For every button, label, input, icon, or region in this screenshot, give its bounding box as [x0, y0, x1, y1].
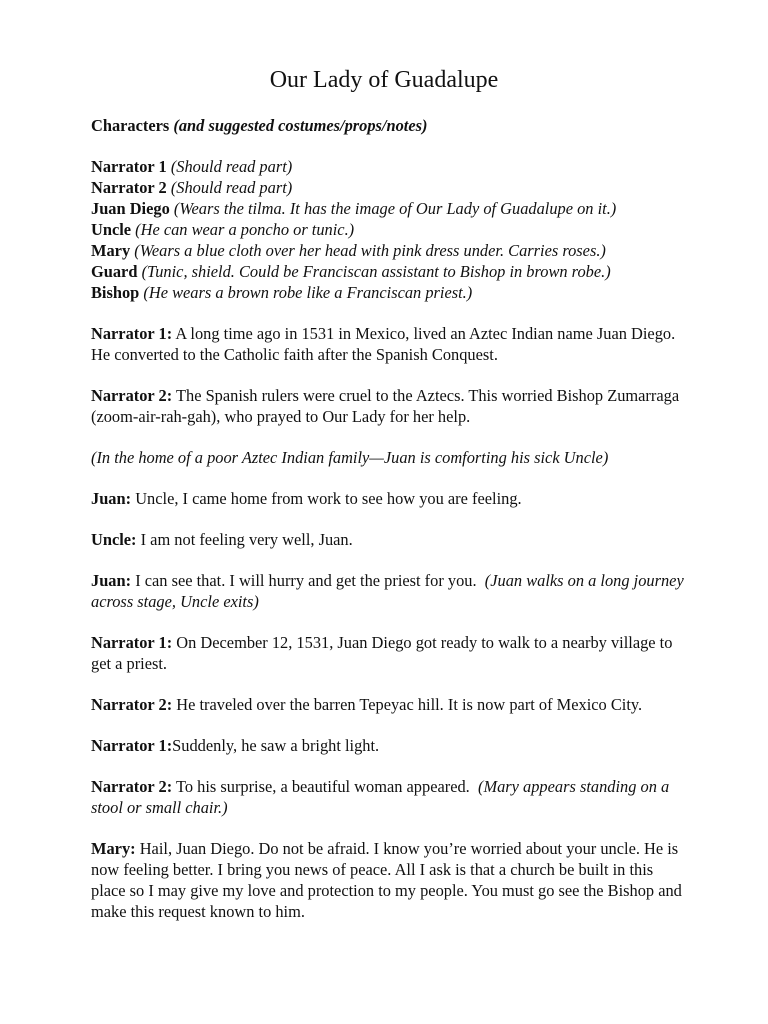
- speaker: Narrator 1:: [91, 324, 173, 343]
- dialogue: The Spanish rulers were cruel to the Aztecs. This worried Bishop Zumarraga (zoom-air-rah-gah), who prayed to Our Lady for her help.: [91, 386, 680, 426]
- character-name: Uncle: [91, 220, 132, 239]
- spacer: [91, 612, 691, 632]
- character-name: Bishop: [91, 283, 140, 302]
- character-name: Narrator 1: [91, 157, 167, 176]
- spacer: [91, 365, 691, 385]
- spacer: [91, 303, 691, 323]
- spacer: [91, 468, 691, 488]
- script-line: [91, 488, 691, 509]
- script-line: [91, 570, 691, 612]
- stage-direction: [91, 447, 691, 468]
- spacer: [91, 818, 691, 838]
- spacer: [91, 715, 691, 735]
- dialogue: Hail, Juan Diego. Do not be afraid. I know you’re worried about your uncle. He is now feeling better. I bring you news of peace. All I ask is that a church be built in this place so I may give my love and protection to my people. You must go see the Bishop and make this request known to him.: [91, 839, 682, 921]
- dialogue: To his surprise, a beautiful woman appeared.: [175, 777, 470, 796]
- dialogue: I am not feeling very well, Juan.: [140, 530, 353, 549]
- document-body: [91, 115, 691, 922]
- character-item: [91, 156, 691, 177]
- speaker: Juan:: [91, 571, 132, 590]
- character-name: Guard: [91, 262, 138, 281]
- characters-heading-label: Characters: [91, 116, 170, 135]
- script-line: [91, 529, 691, 550]
- speaker: Narrator 1:: [91, 736, 173, 755]
- script-line: [91, 385, 691, 427]
- script-line: [91, 735, 691, 756]
- character-note: (He wears a brown robe like a Franciscan priest.): [143, 283, 473, 302]
- character-list: [91, 156, 691, 303]
- spacer: [91, 756, 691, 776]
- character-name: Juan Diego: [91, 199, 170, 218]
- spacer: [91, 550, 691, 570]
- spacer: [91, 136, 691, 156]
- character-item: [91, 198, 691, 219]
- character-name: Narrator 2: [91, 178, 167, 197]
- speaker: Narrator 2:: [91, 386, 173, 405]
- speaker: Narrator 2:: [91, 777, 173, 796]
- character-note: (Wears a blue cloth over her head with pink dress under. Carries roses.): [134, 241, 606, 260]
- speaker: Mary:: [91, 839, 136, 858]
- characters-heading-note: (and suggested costumes/props/notes): [173, 116, 428, 135]
- direction-text: (In the home of a poor Aztec Indian family—Juan is comforting his sick Uncle): [91, 448, 609, 467]
- direction-text: (Juan walks on a long journey across stage, Uncle exits): [91, 571, 684, 611]
- spacer: [91, 509, 691, 529]
- speaker: Juan:: [91, 489, 132, 508]
- dialogue: He traveled over the barren Tepeyac hill. It is now part of Mexico City.: [176, 695, 643, 714]
- character-note: (Tunic, shield. Could be Franciscan assistant to Bishop in brown robe.): [141, 262, 611, 281]
- dialogue: I can see that. I will hurry and get the priest for you.: [135, 571, 477, 590]
- dialogue: Uncle, I came home from work to see how you are feeling.: [135, 489, 522, 508]
- script-line: [91, 694, 691, 715]
- document-title: Our Lady of Guadalupe: [269, 67, 499, 93]
- script-line: [91, 323, 691, 365]
- character-item: [91, 282, 691, 303]
- speaker: Narrator 2:: [91, 695, 173, 714]
- character-item: [91, 240, 691, 261]
- character-item: [91, 219, 691, 240]
- script-line: [91, 632, 691, 674]
- spacer: [91, 427, 691, 447]
- characters-heading: [91, 115, 691, 136]
- dialogue: Suddenly, he saw a bright light.: [172, 736, 380, 755]
- character-name: Mary: [91, 241, 131, 260]
- speaker: Uncle:: [91, 530, 137, 549]
- speaker: Narrator 1:: [91, 633, 173, 652]
- script-line: [91, 838, 691, 922]
- direction-text: (Mary appears standing on a stool or small chair.): [91, 777, 670, 817]
- character-item: [91, 177, 691, 198]
- character-note: (Should read part): [170, 157, 293, 176]
- spacer: [91, 674, 691, 694]
- dialogue: A long time ago in 1531 in Mexico, lived an Aztec Indian name Juan Diego. He converted to the Catholic faith after the Spanish Conquest.: [91, 324, 676, 364]
- character-note: (Should read part): [170, 178, 293, 197]
- character-item: [91, 261, 691, 282]
- character-note: (Wears the tilma. It has the image of Our Lady of Guadalupe on it.): [173, 199, 617, 218]
- character-note: (He can wear a poncho or tunic.): [135, 220, 355, 239]
- script-line: [91, 776, 691, 818]
- dialogue: On December 12, 1531, Juan Diego got ready to walk to a nearby village to get a priest.: [91, 633, 673, 673]
